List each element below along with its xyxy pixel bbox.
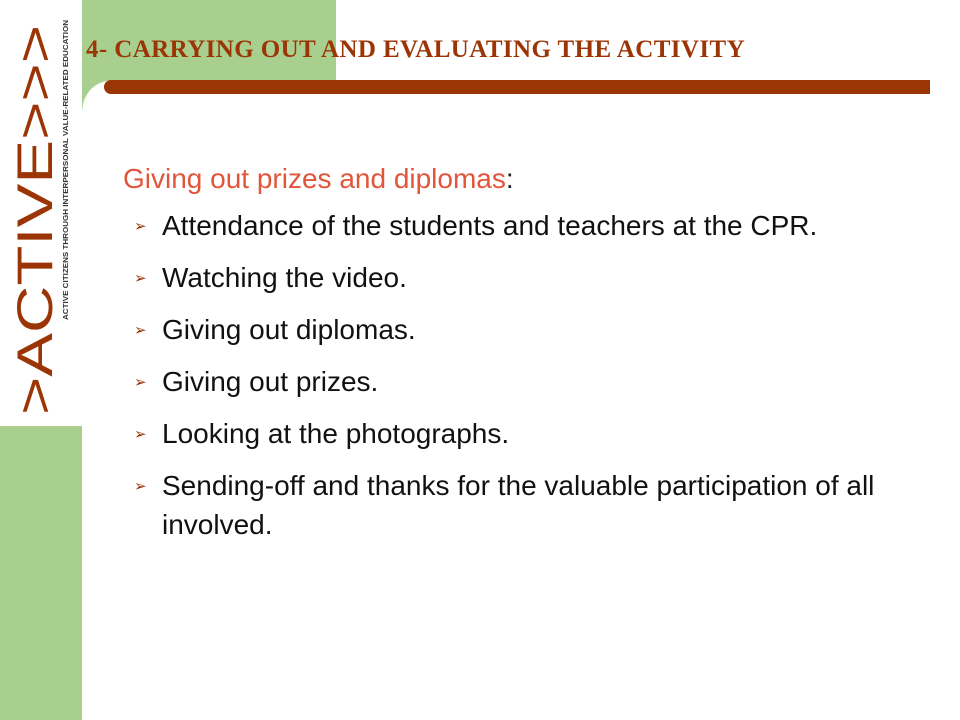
list-item [123, 362, 913, 401]
list-item-text: Watching the video. [162, 261, 407, 293]
slide-title: 4- CARRYING OUT AND EVALUATING THE ACTIVITY [86, 36, 746, 63]
list-item-text: Looking at the photographs. [162, 417, 510, 449]
list-item-text: Sending-off and thanks for the valuable participation of all involved. [162, 469, 875, 540]
active-logo [6, 20, 72, 420]
lead-heading [123, 162, 913, 196]
lead-colon: : [505, 163, 514, 194]
list-item-text: Giving out prizes. [162, 365, 379, 397]
arrowhead-bullet-icon: ➢ [134, 217, 147, 235]
lead-text: Giving out prizes and diplomas [123, 163, 506, 194]
logo-tagline: ACTIVE CITIZENS THROUGH INTERPERSONAL VALUE-RELATED EDUCATION [63, 58, 70, 320]
arrowhead-bullet-icon: ➢ [134, 477, 147, 495]
logo-wordmark: >ACTIVE>>> [7, 117, 63, 415]
title-underline-bar [104, 80, 930, 94]
list-item [123, 258, 913, 297]
arrowhead-bullet-icon: ➢ [134, 373, 147, 391]
list-item [123, 414, 913, 453]
list-item-text: Attendance of the students and teachers at the CPR. [162, 209, 818, 241]
list-item [123, 310, 913, 349]
list-item [123, 466, 913, 544]
arrowhead-bullet-icon: ➢ [134, 321, 147, 339]
bullet-list [123, 206, 913, 544]
arrowhead-bullet-icon: ➢ [134, 425, 147, 443]
arrowhead-bullet-icon: ➢ [134, 269, 147, 287]
list-item-text: Giving out diplomas. [162, 313, 416, 345]
slide-content [123, 162, 913, 557]
decor-green-left [0, 426, 82, 720]
list-item [123, 206, 913, 245]
